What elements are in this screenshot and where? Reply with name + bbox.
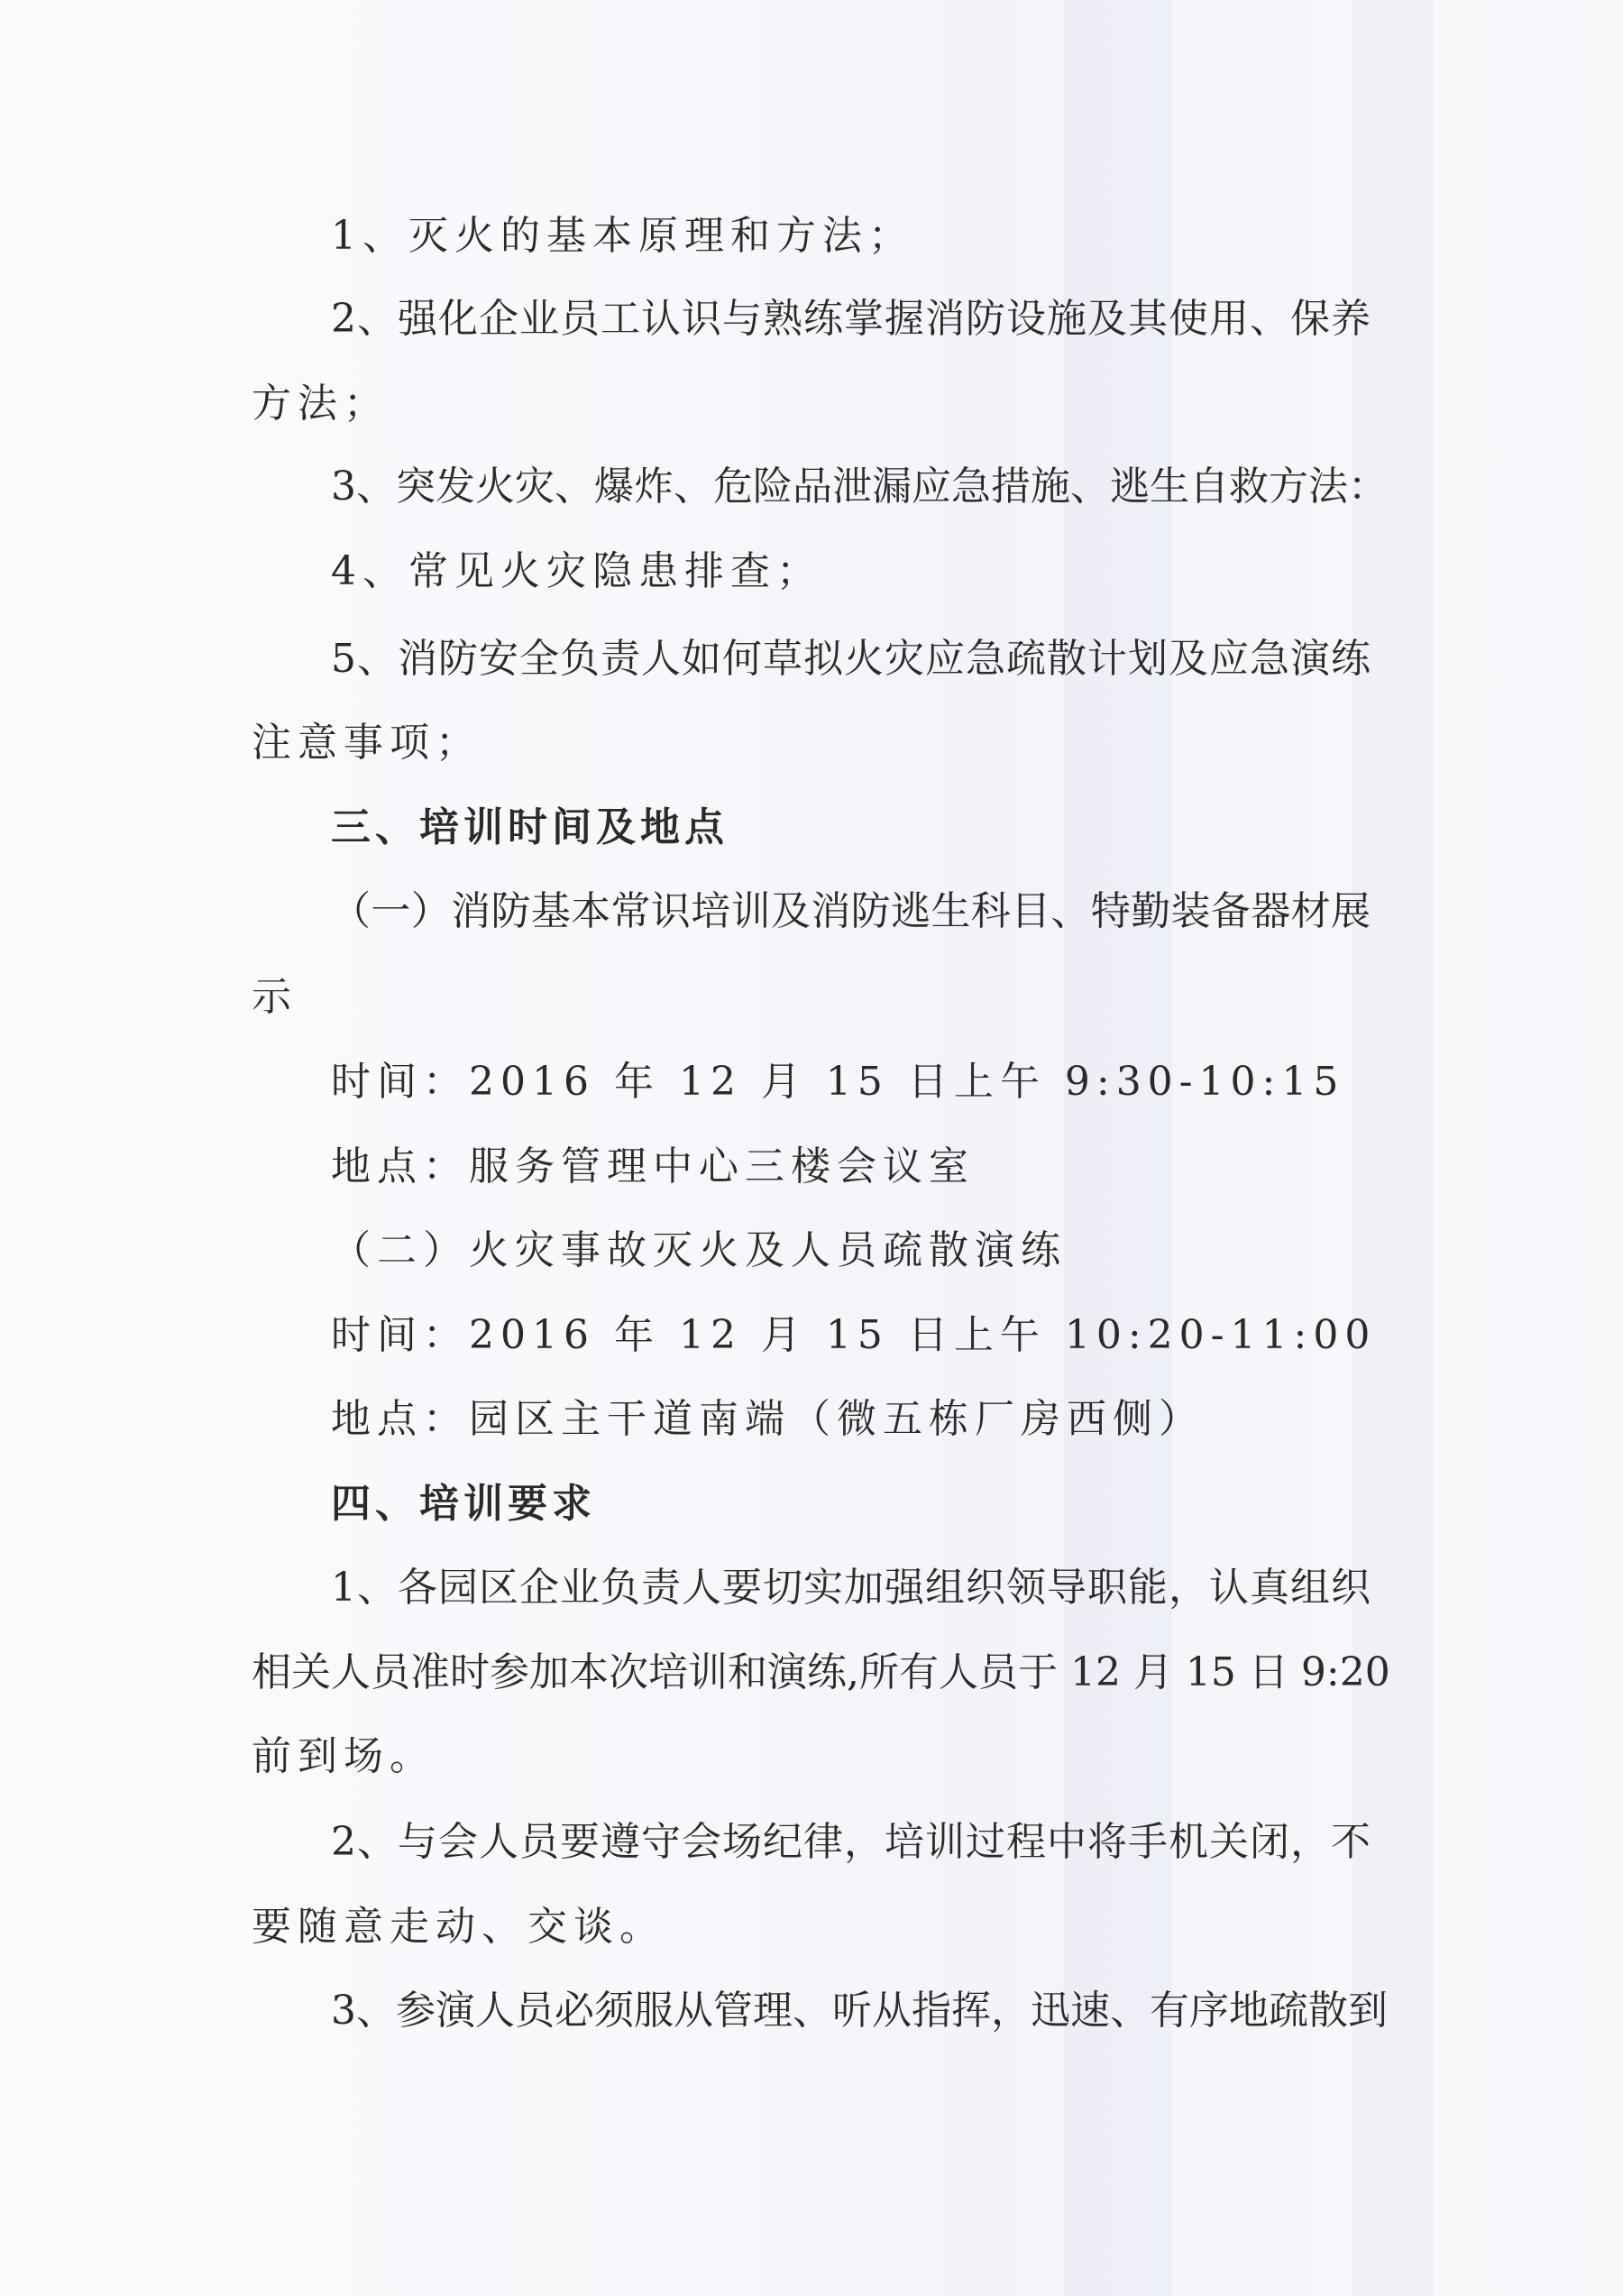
- subsection-1-title-continuation: 示: [252, 974, 298, 1020]
- list-item-5-evacuation-plan: 5、消防安全负责人如何草拟火灾应急疏散计划及应急演练: [331, 636, 1371, 682]
- requirement-1: 1、各园区企业负责人要切实加强组织领导职能，认真组织: [331, 1565, 1371, 1611]
- section-heading-time-location: 三、培训时间及地点: [331, 804, 729, 850]
- requirement-2: 2、与会人员要遵守会场纪律，培训过程中将手机关闭，不: [331, 1819, 1371, 1865]
- list-item-4-hazard-inspection: 4、常见火灾隐患排查；: [331, 548, 822, 594]
- subsection-1-location: 地点：服务管理中心三楼会议室: [331, 1143, 975, 1189]
- list-item-2-continuation: 方法；: [252, 381, 390, 427]
- list-item-5-continuation: 注意事项；: [252, 720, 481, 766]
- list-item-2-fire-facilities: 2、强化企业员工认识与熟练掌握消防设施及其使用、保养: [331, 296, 1371, 342]
- list-item-3-emergency-measures: 3、突发火灾、爆炸、危险品泄漏应急措施、逃生自救方法：: [331, 464, 1388, 510]
- list-item-1-fire-principles: 1、灭火的基本原理和方法；: [331, 213, 914, 259]
- requirement-2-continuation: 要随意走动、交谈。: [252, 1904, 665, 1950]
- subsection-2-time: 时间：2016 年 12 月 15 日上午 10:20-11:00: [331, 1312, 1377, 1358]
- requirement-1-end: 前到场。: [252, 1733, 436, 1779]
- requirement-3: 3、参演人员必须服从管理、听从指挥，迅速、有序地疏散到: [331, 1988, 1388, 2034]
- section-heading-requirements: 四、培训要求: [331, 1481, 596, 1527]
- subsection-1-time: 时间：2016 年 12 月 15 日上午 9:30-10:15: [331, 1059, 1345, 1105]
- requirement-1-continuation: 相关人员准时参加本次培训和演练,所有人员于 12 月 15 日 9:20: [252, 1649, 1390, 1695]
- subsection-1-title: （一）消防基本常识培训及消防逃生科目、特勤装备器材展: [331, 888, 1371, 934]
- subsection-2-title: （二）火灾事故灭火及人员疏散演练: [331, 1227, 1067, 1273]
- subsection-2-location: 地点：园区主干道南端（微五栋厂房西侧）: [331, 1396, 1205, 1442]
